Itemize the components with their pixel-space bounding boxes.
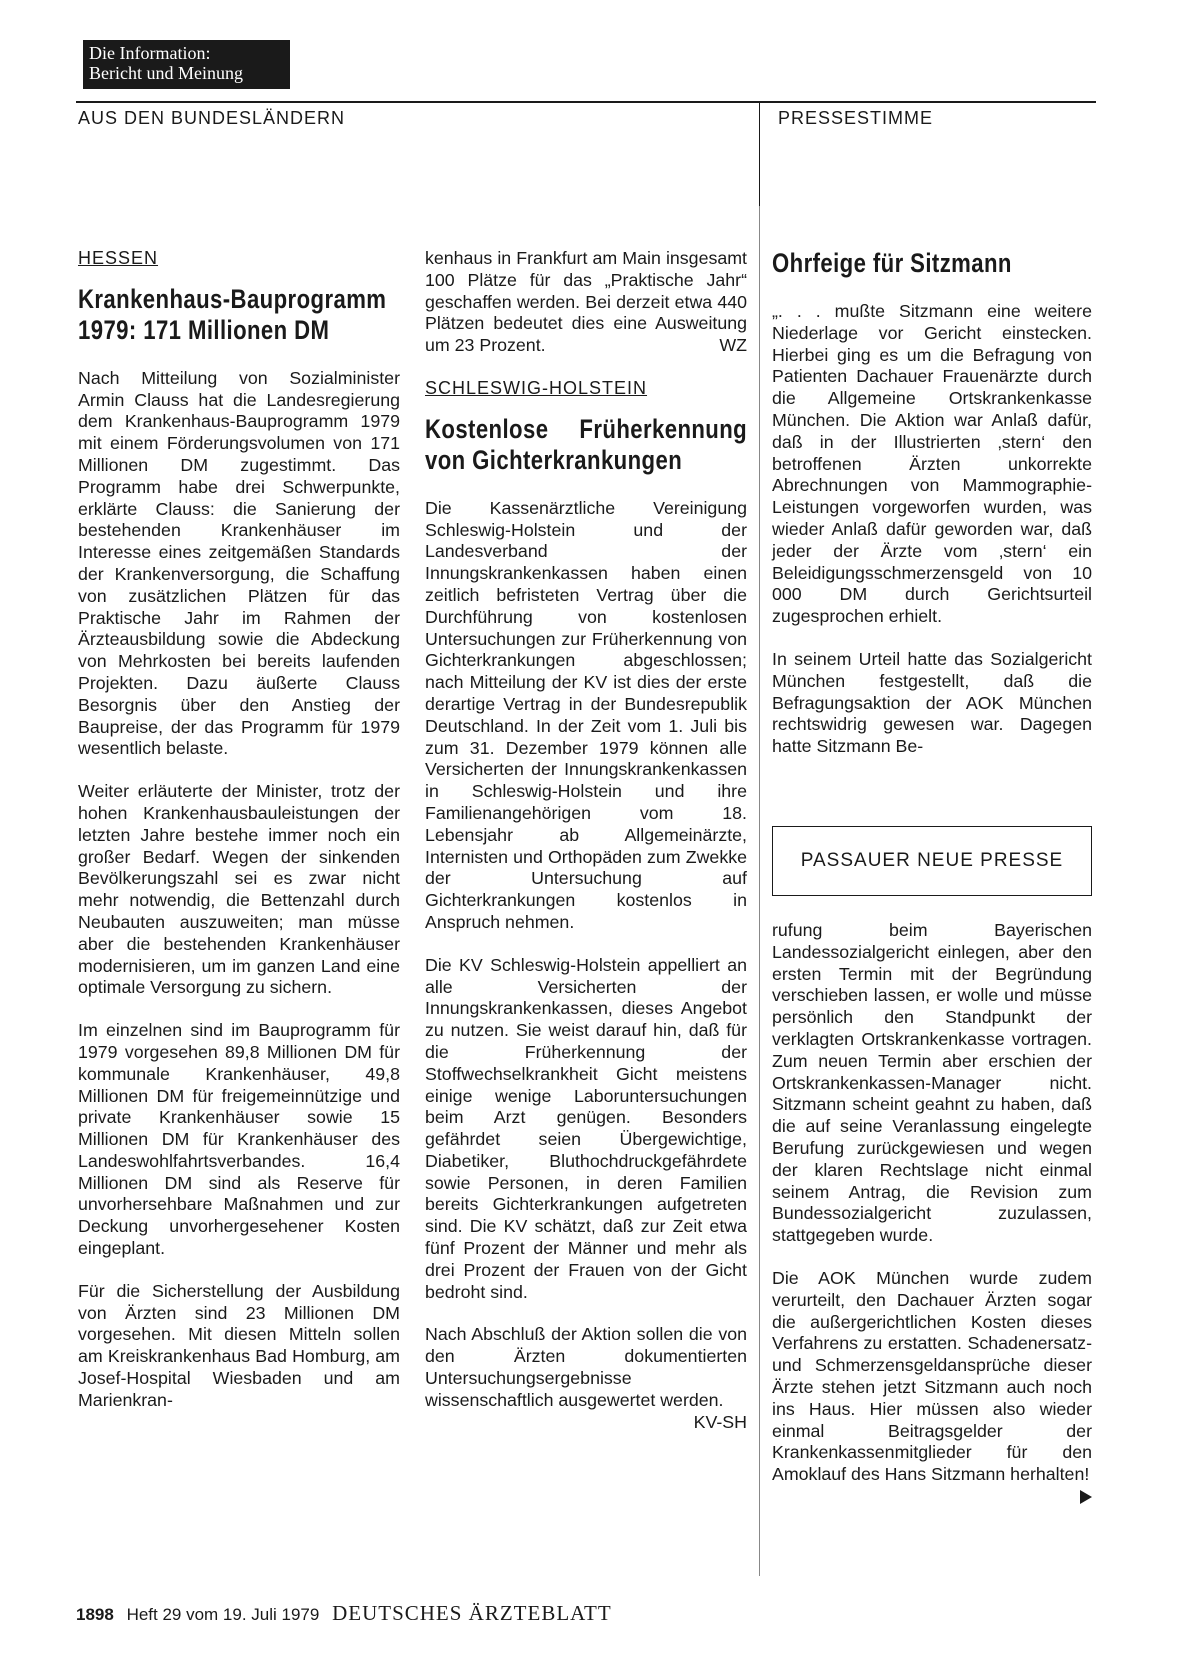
- magazine-name: DEUTSCHES ÄRZTEBLATT: [332, 1601, 612, 1625]
- page-footer: [76, 1601, 612, 1626]
- article-paragraph: rufung beim Bayerischen Landessozialgericht einlegen, aber den ersten Termin mit der Begründung verschieben lassen, er wolle und müsse persönlich den Standpunkt der verklagten Ortskrankenkasse vortragen. Zum neuen Termin aber erschien der Ortskrankenkassen-Manager nicht. Sitzmann scheint geahnt zu haben, daß die auf seine Veranlassung eingelegte Berufung zurückgewiesen und wegen der klaren Rechtslage nicht einmal seinem Antrag, die Revision zum Bundessozialgericht zuzulassen, stattgegeben wurde.: [772, 920, 1092, 1246]
- article-paragraph: Für die Sicherstellung der Ausbildung von Ärzten sind 23 Millionen DM vorgesehen. Mit diesen Mitteln sollen am Kreiskrankenhaus Bad Homburg, am Josef-Hospital Wiesbaden und am Marienkran-: [78, 1280, 400, 1410]
- rubric-line-2: Bericht und Meinung: [89, 63, 243, 83]
- section-label-left: AUS DEN BUNDESLÄNDERN: [78, 108, 346, 128]
- closing-text: Nach Abschluß der Aktion sollen die von den Ärzten dokumentierten Untersuchungsergebnisse wissenschaftlich ausgewertet werden.: [425, 1324, 747, 1410]
- section-label-right: PRESSESTIMME: [778, 108, 934, 128]
- region-kicker: SCHLESWIG-HOLSTEIN: [425, 377, 648, 398]
- rubric-badge: [83, 40, 290, 89]
- press-article-continued: [772, 920, 1092, 1507]
- article-paragraph: Im einzelnen sind im Bauprogramm für 1979 vorgesehen 89,8 Millionen DM für kommunale Krankenhäuser, 49,8 Millionen DM für freigemeinnützige und private Krankenhäuser sowie 15 Millionen DM für Krankenhäuser des Landeswohlfahrtsverbandes. 16,4 Millionen DM sind als Reserve für unvorhersehbare Maßnahmen und zur Deckung unvorhergesehener Kosten eingeplant.: [78, 1020, 400, 1259]
- author-signature: KV-SH: [693, 1411, 747, 1432]
- rubric-line-1: Die Information:: [89, 43, 211, 63]
- region-kicker: HESSEN: [78, 248, 159, 268]
- column-divider: [759, 206, 760, 1576]
- article-paragraph: Die KV Schleswig-Holstein appelliert an alle Versicherten der Innungskrankenkassen, dieses Angebot zu nutzen. Sie weist darauf hin, daß für die Früherkennung der Stoffwechselkrankheit Gicht meistens einige wenige Laboruntersuchungen beim Arzt genügen. Besonders gefährdet seien Übergewichtige, Diabetiker, Bluthochdruckgefährdete sowie Personen, in deren Familien bereits Gichterkrankungen aufgetreten sind. Die KV schätzt, daß zur Zeit etwa fünf Prozent der Männer und mehr als drei Prozent der Frauen von der Gicht bedroht sind.: [425, 954, 747, 1302]
- article-headline: Kostenlose Früherkennung von Gichterkrankungen: [425, 413, 748, 475]
- article-paragraph: [425, 1324, 747, 1432]
- issue-info: Heft 29 vom 19. Juli 1979: [126, 1605, 320, 1624]
- page-number: 1898: [76, 1605, 114, 1624]
- article-hessen: [78, 248, 400, 1433]
- article-continuation: [425, 248, 747, 357]
- continuation-text: kenhaus in Frankfurt am Main insgesamt 100 Plätze für das „Praktische Jahr“ geschaffen werden. Bei derzeit etwa 440 Plätzen bedeutet dies eine Ausweitung um 23 Prozent.: [425, 248, 747, 356]
- press-source-box: PASSAUER NEUE PRESSE: [772, 826, 1092, 896]
- press-article: [772, 248, 1092, 779]
- header-divider: [759, 101, 760, 206]
- article-paragraph: Weiter erläuterte der Minister, trotz der hohen Krankenhausbauleistungen der letzten Jahre bestehe immer noch ein großer Bedarf. Wegen der sinkenden Bevölkerungszahl sei es zwar nicht mehr notwendig, die Bettenzahl durch Neubauten auszuweiten; man müsse aber die bestehenden Krankenhäuser modernisieren, um im ganzen Land eine optimale Versorgung zu sichern.: [78, 781, 400, 998]
- article-headline: Ohrfeige für Sitzmann: [772, 248, 1012, 278]
- article-paragraph: [772, 1268, 1092, 1486]
- article-paragraph: Die Kassenärztliche Vereinigung Schleswig-Holstein und der Landesverband der Innungskrankenkassen haben einen zeitlich befristeten Vertrag über die Durchführung von kostenlosen Untersuchungen zur Früherkennung von Gichterkrankungen abgeschlossen; nach Mitteilung der KV ist dies der erste derartige Vertrag in der Bundesrepublik Deutschland. In der Zeit vom 1. Juli bis zum 31. Dezember 1979 können alle Versicherten der Innungskrankenkassen in Schleswig-Holstein und ihre Familienangehörigen vom 18. Lebensjahr ab Allgemeinärzte, Internisten und Orthopäden zum Zwekke der Untersuchung auf Gichterkrankungen kostenlos in Anspruch nehmen.: [425, 497, 747, 932]
- article-schleswig-holstein: [425, 248, 747, 1433]
- author-signature: WZ: [719, 335, 747, 356]
- article-paragraph: Nach Mitteilung von Sozialminister Armin Clauss hat die Landesregierung dem Krankenhaus-Bauprogramm 1979 mit einem Förderungsvolumen von 171 Millionen DM zugestimmt. Das Programm habe drei Schwerpunkte, erklärte Clauss: die Sanierung der bestehenden Krankenhäuser im Interesse eines zeitgemäßen Standards der Krankenversorgung, die Schaffung von zusätzlichen Plätzen für das Praktische Jahr im Rahmen der Ärzteausbildung sowie die Abdeckung von Mehrkosten bei bereits laufenden Projekten. Dazu äußerte Clauss Besorgnis über den Anstieg der Baupreise, der das Programm für 1979 wesentlich belaste.: [78, 367, 400, 759]
- article-headline: Krankenhaus-Bauprogramm 1979: 171 Millionen DM: [78, 283, 387, 345]
- header-rule: [76, 101, 1096, 103]
- closing-text: Die AOK München wurde zudem verurteilt, den Dachauer Ärzten sogar die außergerichtlichen Kosten dieses Verfahrens zu erstatten. Schadenersatz- und Schmerzensgeldansprüche dieser Ärzte stehen jetzt Sitzmann auch noch ins Haus. Hier müssen also wieder einmal Beitragsgelder der Krankenkassenmitglieder für den Amoklauf des Hans Sitzmann herhalten!: [772, 1267, 1092, 1485]
- article-paragraph: „. . . mußte Sitzmann eine weitere Niederlage vor Gericht einstecken. Hierbei ging es um die Befragung von Patienten Dachauer Frauenärzte durch die Allgemeine Ortskrankenkasse München. Die Aktion war Anlaß dafür, daß in der Illustrierten ‚stern‘ den betroffenen Ärzten unkorrekte Abrechnungen von Mammographie-Leistungen vorgeworfen wurden, was wieder Anlaß dafür geworden war, daß jeder der Ärzte vom ‚stern‘ ein Beleidigungsschmerzensgeld von 10 000 DM durch Gerichtsurteil zugesprochen erhielt.: [772, 301, 1092, 627]
- article-paragraph: In seinem Urteil hatte das Sozialgericht München festgestellt, daß die Befragungsaktion der AOK München rechtswidrig gewesen war. Dagegen hatte Sitzmann Be-: [772, 648, 1092, 757]
- continue-arrow-icon: [1080, 1490, 1092, 1504]
